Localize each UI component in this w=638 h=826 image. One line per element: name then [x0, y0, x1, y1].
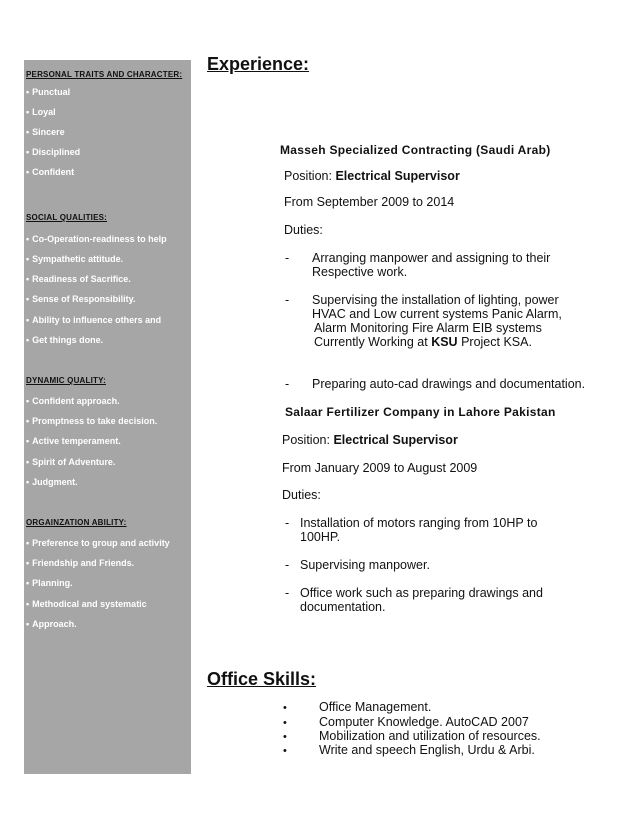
- sidebar: [24, 60, 191, 774]
- job2-period: From January 2009 to August 2009: [282, 461, 478, 475]
- job2-duty3-line1: Office work such as preparing drawings and: [300, 586, 543, 600]
- bullet-icon: •: [26, 107, 30, 117]
- organization-ability-heading: ORGAINZATION ABILITY:: [26, 518, 127, 527]
- job2-duty1-line1: Installation of motors ranging from 10HP to: [300, 516, 538, 530]
- job2-duty1-line2: 100HP.: [300, 530, 341, 544]
- list-item: • Judgment.: [26, 477, 78, 487]
- list-item: • Co-Operation-readiness to help: [26, 234, 167, 244]
- office-skills-title: Office Skills:: [207, 669, 317, 689]
- list-item: • Confident: [26, 167, 75, 177]
- list-item: • Readiness of Sacrifice.: [26, 274, 131, 284]
- skill-item: Office Management.: [319, 700, 432, 714]
- bullet-icon: •: [26, 315, 30, 325]
- list-item: • Planning.: [26, 578, 73, 588]
- list-item: • Spirit of Adventure.: [26, 457, 116, 467]
- list-item: • Sympathetic attitude.: [26, 254, 124, 264]
- bullet-icon: •: [26, 436, 30, 446]
- dash-marker: -: [285, 558, 290, 572]
- bullet-icon: •: [26, 619, 30, 629]
- job1-duty2-line1: Supervising the installation of lighting, power: [312, 293, 559, 307]
- bullet-icon: •: [26, 578, 30, 588]
- list-item: • Sense of Responsibility.: [26, 294, 136, 304]
- list-item: • Punctual: [26, 87, 71, 97]
- bullet-icon: •: [26, 127, 30, 137]
- bullet-icon: •: [283, 731, 287, 743]
- job1-duty2-line2: HVAC and Low current systems Panic Alarm,: [312, 307, 562, 321]
- job2-position: Position: Electrical Supervisor: [282, 433, 458, 447]
- bullet-icon: •: [26, 87, 30, 97]
- bullet-icon: •: [26, 234, 30, 244]
- bullet-icon: •: [283, 717, 287, 729]
- job2-duty3-line2: documentation.: [300, 600, 386, 614]
- list-item: • Promptness to take decision.: [26, 416, 158, 426]
- skill-item: Computer Knowledge. AutoCAD 2007: [319, 715, 529, 729]
- job1-period: From September 2009 to 2014: [284, 195, 455, 209]
- job1-duty2-line4: Currently Working at KSU Project KSA.: [314, 335, 532, 349]
- list-item: • Preference to group and activity: [26, 538, 170, 548]
- job1-company: Masseh Specialized Contracting (Saudi Arab): [280, 143, 551, 157]
- dash-marker: -: [285, 377, 290, 391]
- bullet-icon: •: [26, 558, 30, 568]
- bullet-icon: •: [283, 745, 287, 757]
- experience-title: Experience:: [207, 54, 310, 74]
- bullet-icon: •: [26, 147, 30, 157]
- bullet-icon: •: [26, 477, 30, 487]
- skill-item: Mobilization and utilization of resources.: [319, 729, 541, 743]
- job2-company: Salaar Fertilizer Company in Lahore Pakistan: [285, 405, 556, 419]
- list-item: • Loyal: [26, 107, 56, 117]
- social-qualities-heading: SOCIAL QUALITIES:: [26, 213, 108, 222]
- bullet-icon: •: [26, 254, 30, 264]
- job1-duty1-line2: Respective work.: [312, 265, 408, 279]
- bullet-icon: •: [26, 396, 30, 406]
- bullet-icon: •: [26, 457, 30, 467]
- job1-duty3: Preparing auto-cad drawings and documentation.: [312, 377, 586, 391]
- list-item: • Ability to influence others and: [26, 315, 162, 325]
- list-item: • Approach.: [26, 619, 77, 629]
- job1-duties-label: Duties:: [284, 223, 323, 237]
- list-item: • Active temperament.: [26, 436, 121, 446]
- list-item: • Friendship and Friends.: [26, 558, 135, 568]
- list-item: • Methodical and systematic: [26, 599, 147, 609]
- list-item: • Disciplined: [26, 147, 81, 157]
- bullet-icon: •: [26, 538, 30, 548]
- dash-marker: -: [285, 251, 290, 265]
- list-item: • Sincere: [26, 127, 65, 137]
- dash-marker: -: [285, 586, 290, 600]
- bullet-icon: •: [26, 416, 30, 426]
- job1-position: Position: Electrical Supervisor: [284, 169, 460, 183]
- job2-duty2: Supervising manpower.: [300, 558, 430, 572]
- bullet-icon: •: [26, 599, 30, 609]
- dash-marker: -: [285, 516, 290, 530]
- bullet-icon: •: [26, 274, 30, 284]
- list-item: • Get things done.: [26, 335, 104, 345]
- job2-duties-label: Duties:: [282, 488, 321, 502]
- dash-marker: -: [285, 293, 290, 307]
- bullet-icon: •: [283, 702, 287, 714]
- job1-duty2-line3: Alarm Monitoring Fire Alarm EIB systems: [314, 321, 542, 335]
- bullet-icon: •: [26, 335, 30, 345]
- dynamic-quality-heading: DYNAMIC QUALITY:: [26, 376, 106, 385]
- bullet-icon: •: [26, 294, 30, 304]
- bullet-icon: •: [26, 167, 30, 177]
- list-item: • Confident approach.: [26, 396, 120, 406]
- personal-traits-heading: PERSONAL TRAITS AND CHARACTER:: [26, 70, 183, 79]
- skill-item: Write and speech English, Urdu & Arbi.: [319, 743, 535, 757]
- job1-duty1-line1: Arranging manpower and assigning to their: [312, 251, 551, 265]
